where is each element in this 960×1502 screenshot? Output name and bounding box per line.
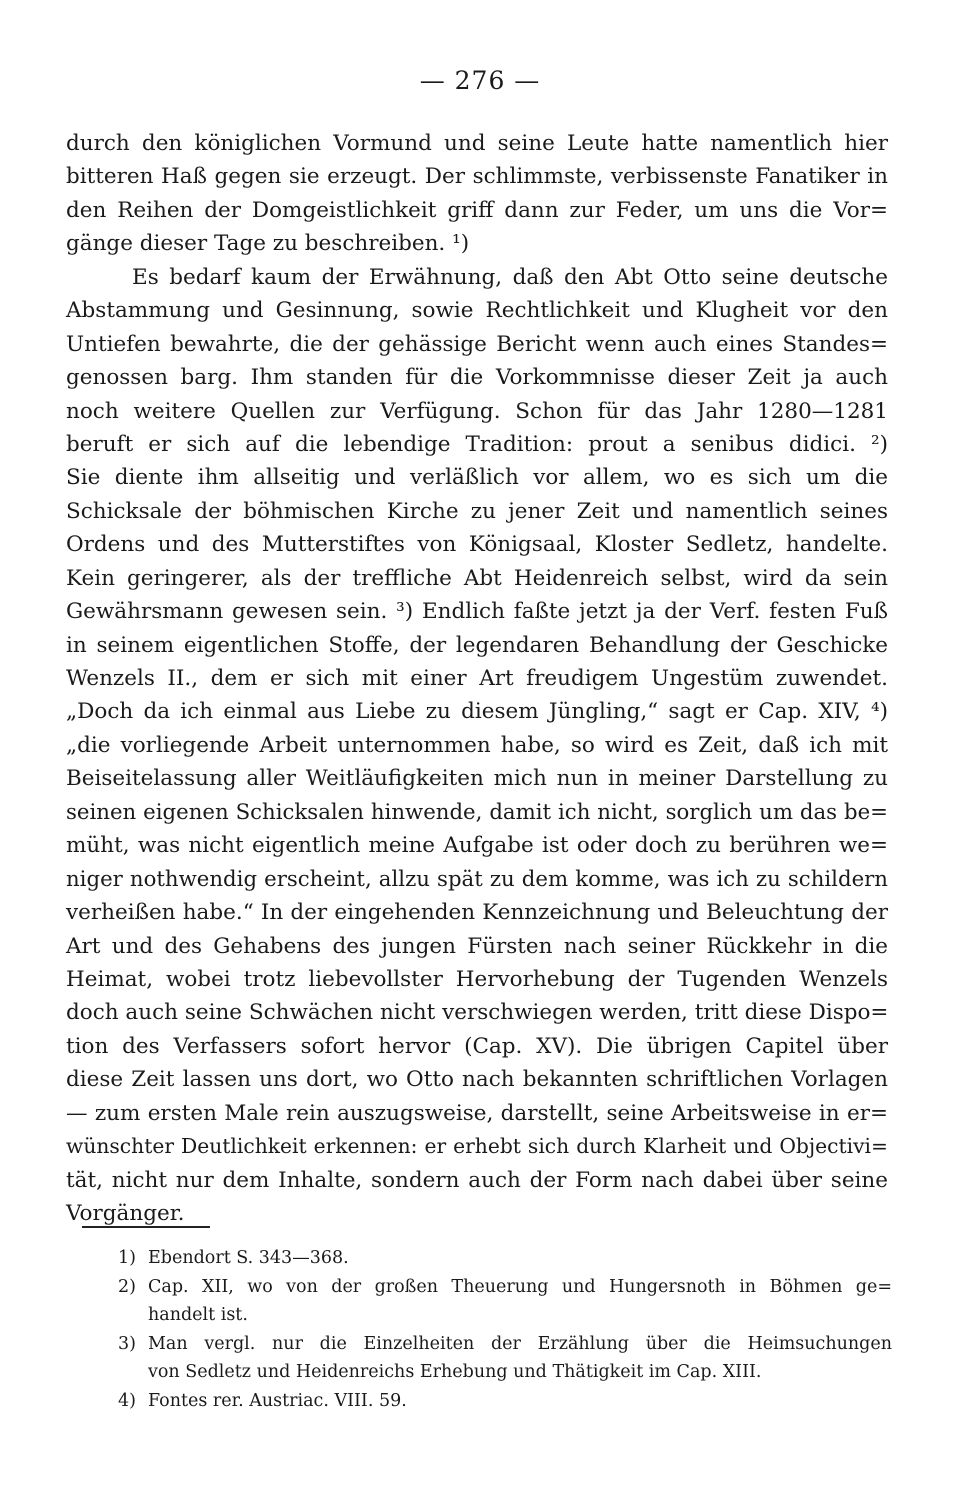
text-line: verheißen habe.“ In der eingehenden Kennzeichnung und Beleuchtung der bbox=[66, 900, 888, 926]
footnote-1 bbox=[118, 1244, 892, 1273]
footnote-3 bbox=[118, 1330, 892, 1359]
text-line: Wenzels II., dem er sich mit einer Art freudigem Ungestüm zuwendet. bbox=[66, 666, 888, 691]
footnote-2 bbox=[118, 1273, 892, 1302]
text-line: Sie diente ihm allseitig und verläßlich vor allem, wo es sich um die bbox=[66, 465, 888, 491]
footnote-mark: 1) bbox=[118, 1248, 136, 1268]
text-line: diese Zeit lassen uns dort, wo Otto nach bekannten schriftlichen Vorlagen bbox=[66, 1067, 888, 1093]
text-line: Untiefen bewahrte, die der gehässige Bericht wenn auch eines Standes= bbox=[66, 331, 888, 357]
text-line: — zum ersten Male rein auszugsweise, darstellt, seine Arbeitsweise in er= bbox=[66, 1100, 888, 1126]
text-line: in seinem eigentlichen Stoffe, der legendaren Behandlung der Geschicke bbox=[66, 632, 888, 658]
body-text bbox=[66, 127, 888, 1230]
text-line: Ordens und des Mutterstiftes von Königsaal, Kloster Sedletz, handelte. bbox=[66, 532, 888, 558]
footnote-4 bbox=[118, 1387, 892, 1416]
text-line: beruft er sich auf die lebendige Tradition: prout a senibus didici. ²) bbox=[66, 431, 888, 457]
text-line: Abstammung und Gesinnung, sowie Rechtlichkeit und Klugheit vor den bbox=[66, 298, 888, 324]
footnote-mark: 3) bbox=[118, 1333, 136, 1354]
text-line: den Reihen der Domgeistlichkeit griff dann zur Feder, um uns die Vor= bbox=[66, 197, 888, 223]
text-line: Schicksale der böhmischen Kirche zu jener Zeit und namentlich seines bbox=[66, 498, 888, 524]
text-line: bitteren Haß gegen sie erzeugt. Der schlimmste, verbissenste Fanatiker in bbox=[66, 164, 888, 190]
text-line: doch auch seine Schwächen nicht verschwiegen werden, tritt diese Dispo= bbox=[66, 1000, 889, 1026]
text-line: noch weitere Quellen zur Verfügung. Schon für das Jahr 1280—1281 bbox=[66, 398, 888, 424]
footnote-3-continued: von Sedletz und Heidenreichs Erhebung und Thätigkeit im Cap. XIII. bbox=[148, 1362, 762, 1383]
footnote-text: Ebendort S. 343—368. bbox=[148, 1248, 349, 1268]
footnote-mark: 4) bbox=[118, 1390, 136, 1411]
text-line: Heimat, wobei trotz liebevollster Hervorhebung der Tugenden Wenzels bbox=[66, 966, 888, 992]
text-line: „Doch da ich einmal aus Liebe zu diesem Jüngling,“ sagt er Cap. XIV, ⁴) bbox=[66, 699, 888, 725]
text-line: durch den königlichen Vormund und seine Leute hatte namentlich hier bbox=[66, 131, 888, 156]
footnote-2-continued: handelt ist. bbox=[148, 1305, 248, 1326]
text-line: seinen eigenen Schicksalen hinwende, damit ich nicht, sorglich um das be= bbox=[66, 799, 888, 825]
footnote-text: Fontes rer. Austriac. VIII. 59. bbox=[148, 1390, 407, 1411]
text-line: müht, was nicht eigentlich meine Aufgabe ist oder doch zu berühren we= bbox=[66, 833, 888, 859]
text-line: wünschter Deutlichkeit erkennen: er erhebt sich durch Klarheit und Objectivi= bbox=[66, 1134, 888, 1159]
text-line: Vorgänger. bbox=[66, 1201, 185, 1226]
text-line: Kein geringerer, als der treffliche Abt Heidenreich selbst, wird da sein bbox=[66, 565, 888, 591]
footnote-text: Man vergl. nur die Einzelheiten der Erzählung über die Heimsuchungen bbox=[148, 1333, 892, 1354]
text-line: Art und des Gehabens des jungen Fürsten nach seiner Rückkehr in die bbox=[66, 933, 888, 959]
footnote-divider bbox=[82, 1226, 210, 1228]
footnotes bbox=[118, 1244, 892, 1416]
text-line: Gewährsmann gewesen sein. ³) Endlich faßte jetzt ja der Verf. festen Fuß bbox=[66, 599, 888, 625]
text-line: niger nothwendig erscheint, allzu spät zu dem komme, was ich zu schildern bbox=[66, 866, 888, 892]
text-line: Es bedarf kaum der Erwähnung, daß den Abt Otto seine deutsche bbox=[132, 264, 888, 290]
page-number: — 276 — bbox=[419, 66, 541, 95]
text-line: tät, nicht nur dem Inhalte, sondern auch der Form nach dabei über seine bbox=[66, 1167, 888, 1193]
footnote-text: Cap. XII, wo von der großen Theuerung und Hungersnoth in Böhmen ge= bbox=[148, 1276, 892, 1297]
footnote-mark: 2) bbox=[118, 1276, 136, 1297]
text-line: genossen barg. Ihm standen für die Vorkommnisse dieser Zeit ja auch bbox=[66, 365, 888, 391]
text-line: tion des Verfassers sofort hervor (Cap. XV). Die übrigen Capitel über bbox=[66, 1033, 888, 1059]
text-line: „die vorliegende Arbeit unternommen habe, so wird es Zeit, daß ich mit bbox=[66, 732, 888, 758]
text-line: Beiseitelassung aller Weitläufigkeiten mich nun in meiner Darstellung zu bbox=[66, 766, 888, 792]
text-line: gänge dieser Tage zu beschreiben. ¹) bbox=[66, 231, 470, 257]
